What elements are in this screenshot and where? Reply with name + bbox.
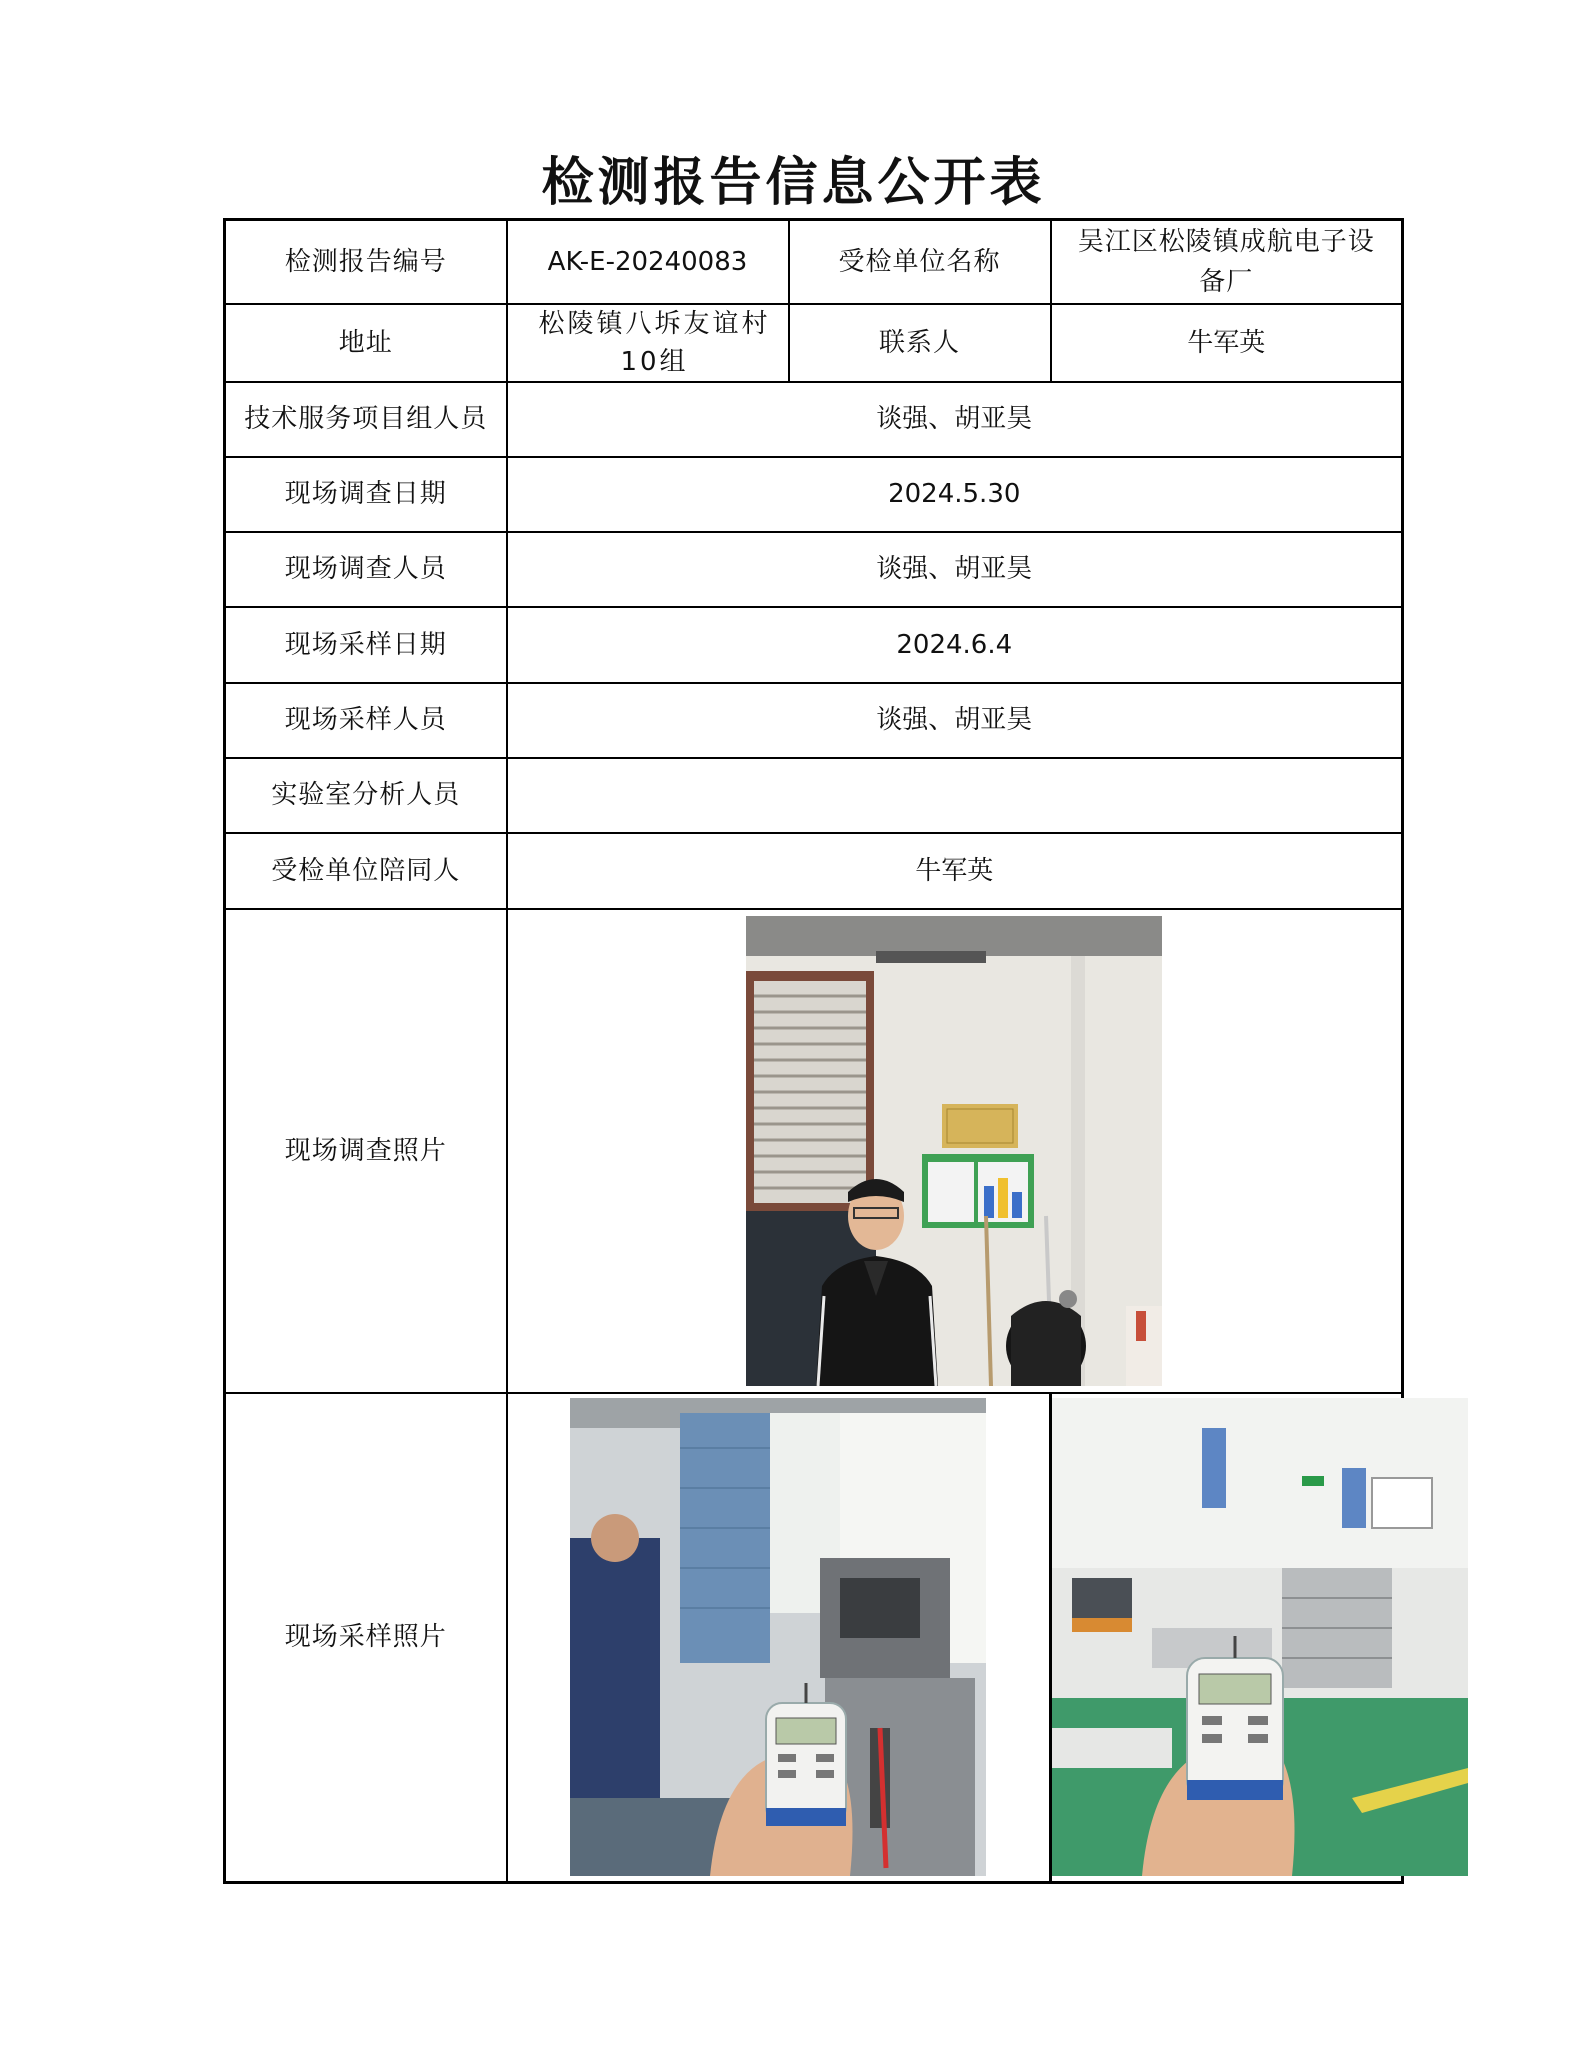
report-no-label: 检测报告编号 [225,220,507,304]
row-escort [225,833,1403,909]
survey-photo-label: 现场调查照片 [225,909,507,1393]
report-no-value: AK-E-20240083 [507,220,789,304]
sampling-photo-label: 现场采样照片 [225,1393,507,1883]
survey-staff-value: 谈强、胡亚昊 [507,532,1403,607]
sampling-photo-1 [570,1398,986,1876]
sampling-photo-2-image [1052,1398,1468,1876]
sampling-photo-2 [1052,1398,1468,1876]
row-lab-staff [225,758,1403,833]
survey-staff-label: 现场调查人员 [225,532,507,607]
escort-value: 牛军英 [507,833,1403,909]
sampling-staff-label: 现场采样人员 [225,683,507,758]
sampling-staff-value: 谈强、胡亚昊 [507,683,1403,758]
unit-name-label: 受检单位名称 [789,220,1051,304]
page-title: 检测报告信息公开表 [541,153,1046,213]
lab-staff-value [507,758,1403,833]
tech-staff-label: 技术服务项目组人员 [225,382,507,457]
address-label: 地址 [225,304,507,382]
tech-staff-value: 谈强、胡亚昊 [507,382,1403,457]
address-value: 松陵镇八坼友谊村10组 [507,304,789,382]
unit-name-value: 吴江区松陵镇成航电子设备厂 [1051,220,1403,304]
row-sampling-date [225,607,1403,683]
report-table [223,218,1404,1884]
lab-staff-label: 实验室分析人员 [225,758,507,833]
row-address [225,304,1403,382]
row-sampling-photo [225,1393,1403,1883]
survey-date-value: 2024.5.30 [507,457,1403,532]
contact-label: 联系人 [789,304,1051,382]
row-tech-staff [225,382,1403,457]
survey-photo [746,916,1162,1386]
sampling-photo-1-image [570,1398,986,1876]
escort-label: 受检单位陪同人 [225,833,507,909]
row-survey-staff [225,532,1403,607]
sampling-date-value: 2024.6.4 [507,607,1403,683]
sampling-photo-cell-2 [1051,1393,1403,1883]
row-sampling-staff [225,683,1403,758]
sampling-date-label: 现场采样日期 [225,607,507,683]
contact-value: 牛军英 [1051,304,1403,382]
survey-photo-cell [507,909,1403,1393]
row-survey-date [225,457,1403,532]
sampling-photo-cell-1 [507,1393,1051,1883]
survey-photo-image [746,916,1162,1386]
survey-date-label: 现场调查日期 [225,457,507,532]
row-report-no [225,220,1403,304]
row-survey-photo [225,909,1403,1393]
